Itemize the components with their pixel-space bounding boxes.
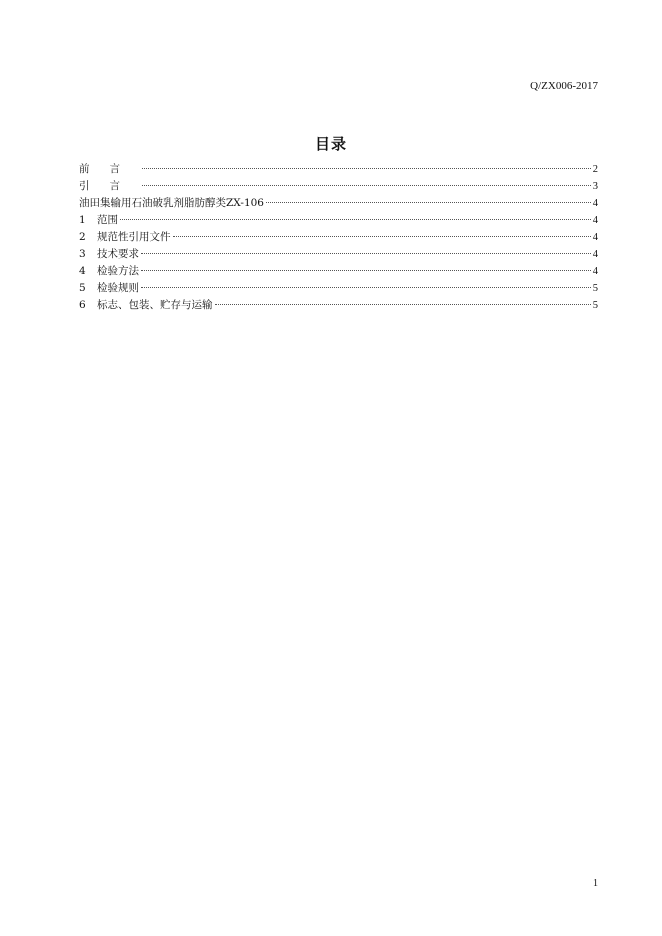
toc-entry-number: 6 (79, 299, 86, 311)
toc-dot-leader (141, 287, 591, 288)
toc-dot-leader (141, 270, 591, 271)
toc-entry-label: 技术要求 (97, 248, 139, 260)
toc-entry-page: 4 (592, 198, 598, 209)
table-of-contents (79, 161, 598, 314)
toc-dot-leader (266, 202, 591, 203)
toc-entry-label: 范围 (97, 214, 118, 226)
toc-entry-number: 4 (79, 265, 86, 277)
toc-entry-marking-packaging[interactable] (79, 297, 598, 314)
page-number: 1 (593, 878, 598, 889)
toc-entry-label: 检验规则 (97, 282, 139, 294)
toc-dot-leader (142, 168, 591, 169)
toc-entry-label: 规范性引用文件 (97, 231, 171, 243)
document-code: Q/ZX006-2017 (530, 80, 598, 92)
toc-entry-number: 3 (79, 248, 86, 260)
toc-entry-number: 1 (79, 214, 86, 226)
toc-entry-preface[interactable] (79, 161, 598, 178)
toc-entry-number: 5 (79, 282, 86, 294)
toc-entry-technical-requirements[interactable] (79, 246, 598, 263)
toc-entry-introduction[interactable] (79, 178, 598, 195)
toc-dot-leader (141, 253, 591, 254)
toc-entry-page: 4 (592, 232, 598, 243)
toc-dot-leader (120, 219, 591, 220)
toc-entry-page: 4 (592, 215, 598, 226)
toc-entry-test-methods[interactable] (79, 263, 598, 280)
toc-dot-leader (215, 304, 591, 305)
toc-entry-label: 油田集输用石油破乳剂脂肪醇类ZX-106 (79, 197, 264, 209)
toc-entry-label: 前言 (79, 163, 140, 175)
toc-entry-page: 4 (592, 266, 598, 277)
toc-title: 目录 (314, 135, 347, 153)
toc-entry-page: 2 (592, 164, 598, 175)
toc-entry-page: 5 (592, 300, 598, 311)
toc-dot-leader (142, 185, 591, 186)
toc-entry-inspection-rules[interactable] (79, 280, 598, 297)
toc-entry-page: 5 (592, 283, 598, 294)
toc-entry-page: 3 (592, 181, 598, 192)
toc-entry-scope[interactable] (79, 212, 598, 229)
toc-dot-leader (173, 236, 591, 237)
toc-entry-label: 标志、包装、贮存与运输 (97, 299, 213, 311)
toc-entry-number: 2 (79, 231, 86, 243)
toc-entry-normative-references[interactable] (79, 229, 598, 246)
toc-entry-label: 引言 (79, 180, 140, 192)
toc-entry-product-title[interactable] (79, 195, 598, 212)
toc-entry-label: 检验方法 (97, 265, 139, 277)
toc-entry-page: 4 (592, 249, 598, 260)
